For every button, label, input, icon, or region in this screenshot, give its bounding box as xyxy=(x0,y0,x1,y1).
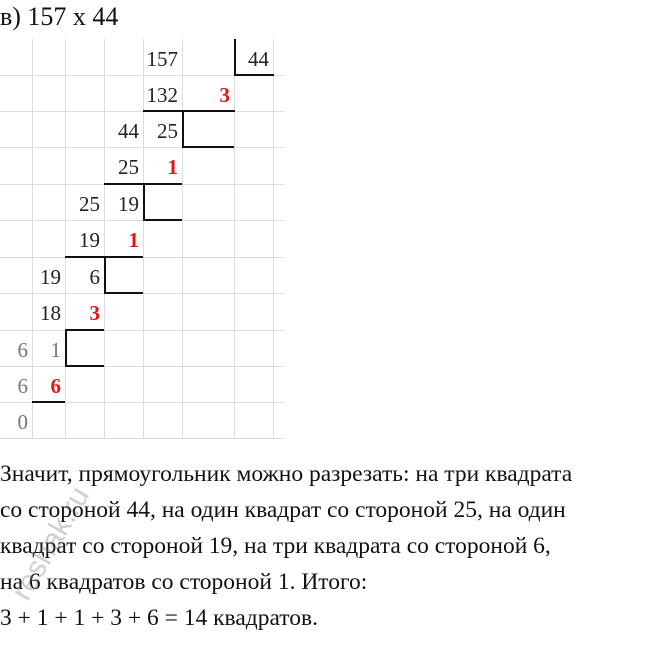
explanation-line: квадрат со стороной 19, на три квадрата со стороной 6, xyxy=(0,533,551,559)
explanation-line: 3 + 1 + 1 + 3 + 6 = 14 квадратов. xyxy=(0,605,318,631)
division-number: 0 xyxy=(17,410,28,434)
grid-horizontal-line xyxy=(0,438,284,439)
explanation-line: на 6 квадратов со стороной 1. Итого: xyxy=(0,569,368,595)
division-bracket-line xyxy=(104,257,106,293)
grid-vertical-line xyxy=(234,39,235,439)
division-number: 25 xyxy=(157,119,178,143)
quotient-digit: 1 xyxy=(128,228,139,252)
division-bracket-line xyxy=(32,401,65,403)
division-bracket-line xyxy=(65,330,67,366)
quotient-digit: 3 xyxy=(89,301,100,325)
division-number: 18 xyxy=(40,301,61,325)
division-number: 19 xyxy=(40,265,61,289)
division-bracket-line xyxy=(65,329,104,331)
division-bracket-line xyxy=(143,219,182,221)
division-number: 1 xyxy=(50,338,61,362)
division-number: 44 xyxy=(248,47,269,71)
division-number: 157 xyxy=(146,47,178,71)
division-number: 44 xyxy=(118,119,139,143)
division-bracket-line xyxy=(234,39,236,75)
grid-vertical-line xyxy=(273,39,274,439)
division-bracket-line xyxy=(143,184,145,220)
explanation-text xyxy=(0,456,664,636)
quotient-digit: 1 xyxy=(167,155,178,179)
division-bracket-line xyxy=(234,74,274,76)
explanation-line: Значит, прямоугольник можно разрезать: на три квадрата xyxy=(0,461,573,487)
division-bracket-line xyxy=(65,365,104,367)
division-number: 132 xyxy=(146,83,178,107)
problem-title: в) 157 х 44 xyxy=(0,2,119,31)
watermark: reshak.ru xyxy=(5,481,97,606)
quotient-digit: 6 xyxy=(50,374,61,398)
division-number: 6 xyxy=(17,374,28,398)
quotient-digit: 3 xyxy=(219,83,230,107)
division-number: 25 xyxy=(79,192,100,216)
explanation-line: со стороной 44, на один квадрат со стороной 25, на один xyxy=(0,497,566,523)
division-bracket-line xyxy=(182,111,184,147)
division-bracket-line xyxy=(143,110,235,112)
division-number: 19 xyxy=(118,192,139,216)
division-bracket-line xyxy=(182,146,234,148)
division-number: 6 xyxy=(89,265,100,289)
division-number: 25 xyxy=(118,155,139,179)
division-bracket-line xyxy=(104,292,143,294)
division-number: 19 xyxy=(79,228,100,252)
long-division-grid xyxy=(0,39,284,439)
division-number: 6 xyxy=(17,338,28,362)
